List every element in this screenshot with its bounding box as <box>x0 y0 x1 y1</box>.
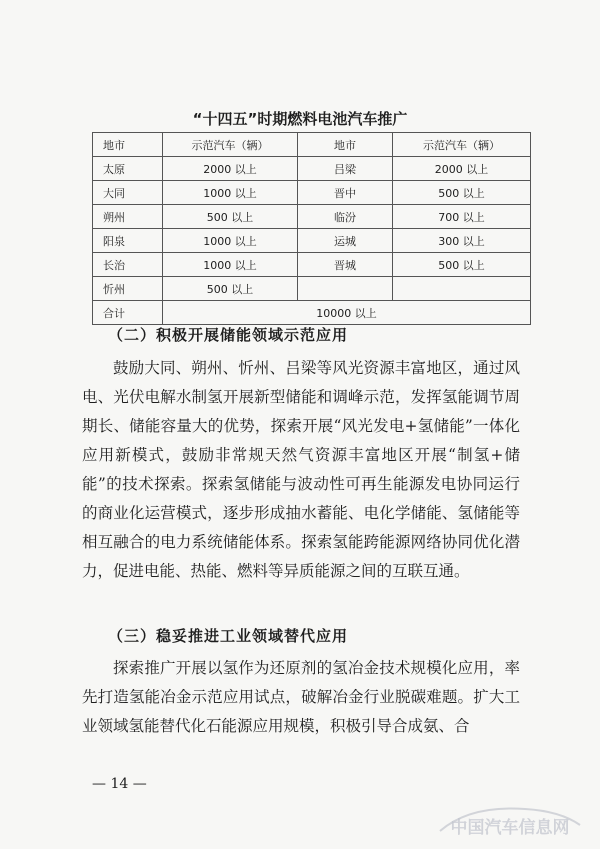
header-vehicles: 示范汽车（辆） <box>163 133 298 157</box>
watermark-logo <box>430 799 590 841</box>
table-cell: 朔州 <box>93 205 163 229</box>
table-cell: 晋中 <box>298 181 393 205</box>
table-cell: 1000 以上 <box>163 229 298 253</box>
table-row <box>93 229 531 253</box>
table-cell: 晋城 <box>298 253 393 277</box>
table-row <box>93 157 531 181</box>
table-cell: 大同 <box>93 181 163 205</box>
table-title: “十四五”时期燃料电池汽车推广 <box>192 110 408 128</box>
section-heading-industrial: （三）稳妥推进工业领域替代应用 <box>108 627 349 645</box>
table-row <box>93 253 531 277</box>
table-header-row <box>93 133 531 157</box>
watermark-text: 中国汽车信息网 <box>450 818 570 838</box>
table-cell: 700 以上 <box>393 205 531 229</box>
header-city: 地市 <box>93 133 163 157</box>
page-number: — 14 — <box>92 776 147 792</box>
section-heading-energy-storage: （二）积极开展储能领域示范应用 <box>108 326 349 344</box>
table-cell <box>298 277 393 301</box>
table-cell <box>393 277 531 301</box>
table-cell: 运城 <box>298 229 393 253</box>
table-cell: 2000 以上 <box>393 157 531 181</box>
table-cell: 300 以上 <box>393 229 531 253</box>
table-cell: 忻州 <box>93 277 163 301</box>
table-row <box>93 181 531 205</box>
section-body-energy-storage: 鼓励大同、朔州、忻州、吕梁等风光资源丰富地区，通过风电、光伏电解水制氢开展新型储能和调峰示范，发挥氢能调节周期长、储能容量大的优势，探索开展“风光发电+氢储能”一体化应用新模式，鼓励非常规天然气资源丰富地区开展“制氢+储能”的技术探索。探索氢储能与波动性可再生能源发电协同运行的商业化运营模式，逐步形成抽水蓄能、电化学储能、氢储能等相互融合的电力系统储能体系。探索氢能跨能源网络协同优化潜力，促进电能、热能、燃料等异质能源之间的互联互通。 <box>82 359 520 580</box>
header-city: 地市 <box>298 133 393 157</box>
table-cell: 500 以上 <box>393 181 531 205</box>
table-cell: 阳泉 <box>93 229 163 253</box>
header-vehicles: 示范汽车（辆） <box>393 133 531 157</box>
total-label: 合计 <box>93 301 163 325</box>
table-cell: 2000 以上 <box>163 157 298 181</box>
fuel-cell-vehicle-table <box>92 132 531 325</box>
table-cell: 长治 <box>93 253 163 277</box>
table-row <box>93 205 531 229</box>
table-row <box>93 277 531 301</box>
table-cell: 1000 以上 <box>163 181 298 205</box>
table-cell: 500 以上 <box>163 277 298 301</box>
section-body-industrial: 探索推广开展以氢作为还原剂的氢冶金技术规模化应用，率先打造氢能冶金示范应用试点，破解冶金行业脱碳难题。扩大工业领域氢能替代化石能源应用规模，积极引导合成氨、合 <box>82 659 520 735</box>
total-value: 10000 以上 <box>163 301 531 325</box>
table-cell: 500 以上 <box>393 253 531 277</box>
table-total-row <box>93 301 531 325</box>
table-cell: 太原 <box>93 157 163 181</box>
table-cell: 临汾 <box>298 205 393 229</box>
table-cell: 1000 以上 <box>163 253 298 277</box>
table-cell: 吕梁 <box>298 157 393 181</box>
table-cell: 500 以上 <box>163 205 298 229</box>
